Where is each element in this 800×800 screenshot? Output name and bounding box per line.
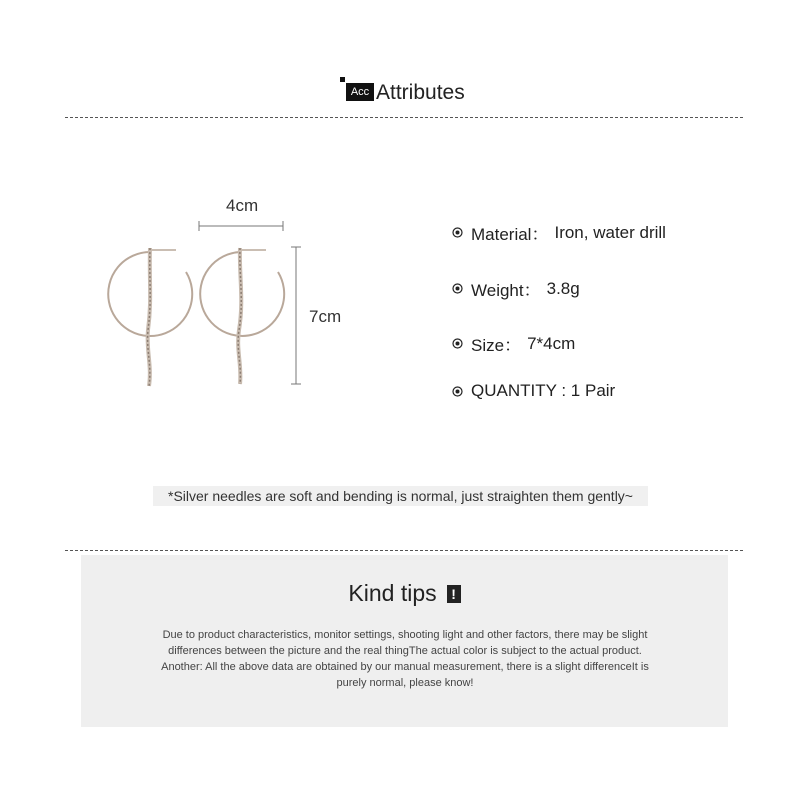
width-label: 4cm bbox=[226, 196, 259, 215]
attribute-size bbox=[452, 331, 575, 356]
bullet-icon bbox=[452, 338, 463, 349]
attribute-value: Iron, water drill bbox=[554, 222, 666, 242]
attribute-label: QUANTITY : 1 Pair bbox=[471, 381, 616, 400]
tips-line: differences between the picture and the real thingThe actual color is subject to the actual product. bbox=[168, 645, 642, 657]
bullet-icon bbox=[452, 283, 463, 294]
attribute-label: Size： bbox=[471, 336, 522, 355]
attribute-material bbox=[452, 220, 666, 245]
attribute-quantity bbox=[452, 381, 615, 401]
tips-line: purely normal, please know! bbox=[336, 677, 474, 689]
section-title: Attributes bbox=[376, 81, 465, 104]
left-earring bbox=[108, 248, 192, 386]
right-earring bbox=[200, 248, 284, 384]
kind-tips-text bbox=[115, 627, 695, 691]
bullet-icon bbox=[452, 386, 463, 397]
height-dimension bbox=[291, 247, 301, 384]
attribute-label: Material： bbox=[471, 225, 549, 244]
bullet-icon bbox=[452, 227, 463, 238]
kind-tips-title: Kind tips bbox=[348, 580, 437, 606]
attribute-value: 7*4cm bbox=[527, 333, 576, 353]
tips-line: Due to product characteristics, monitor settings, shooting light and other factors, there may be slight bbox=[162, 629, 648, 641]
width-dimension bbox=[199, 221, 283, 231]
attribute-weight bbox=[452, 276, 580, 301]
care-note: *Silver needles are soft and bending is normal, just straighten them gently~ bbox=[168, 488, 633, 504]
tips-line: Another: All the above data are obtained by our manual measurement, there is a slight differenceIt is bbox=[161, 661, 649, 673]
exclamation-icon: ! bbox=[447, 585, 461, 603]
header-badge: Acc bbox=[346, 83, 374, 101]
attribute-value: 3.8g bbox=[546, 278, 580, 298]
bottom-divider bbox=[65, 550, 743, 551]
kind-tips-heading bbox=[81, 580, 728, 607]
attribute-label: Weight： bbox=[471, 281, 541, 300]
height-label: 7cm bbox=[309, 307, 342, 326]
